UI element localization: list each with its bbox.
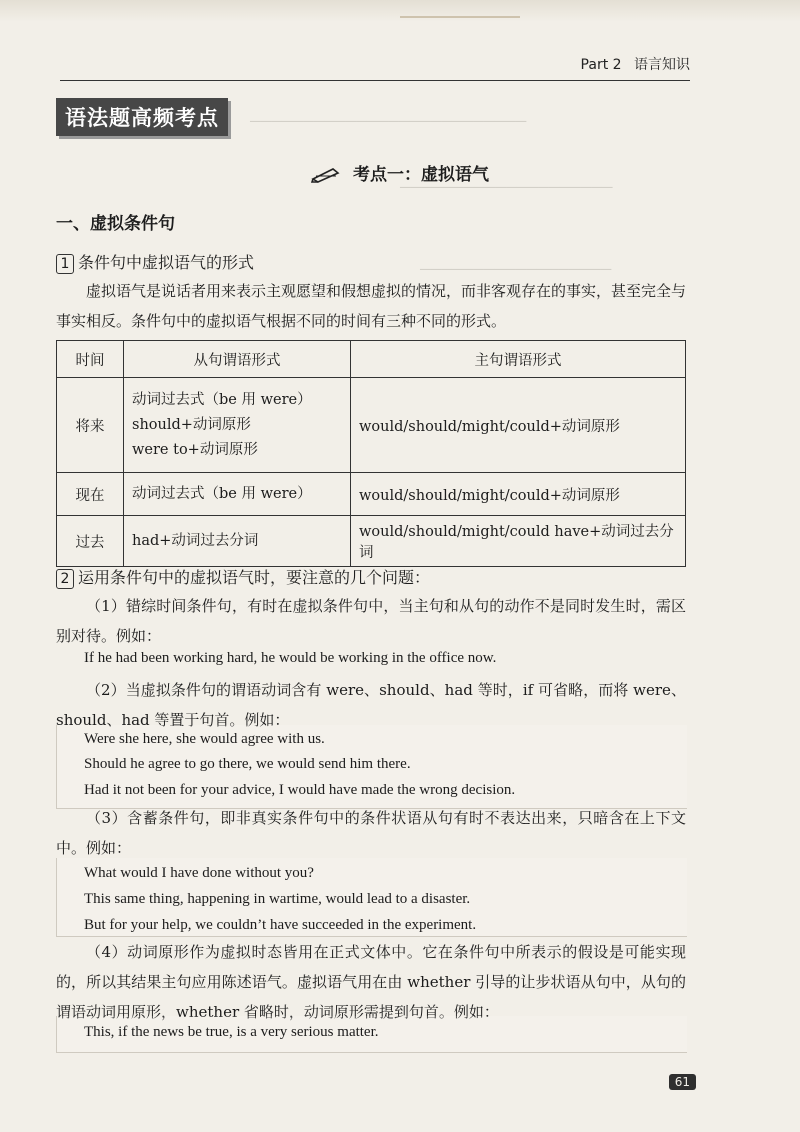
subheading-2 <box>56 565 430 589</box>
condition-form: were to+动词原形 <box>132 441 258 458</box>
example-sentence: What would I have done without you? <box>84 865 314 881</box>
bleed-through: ────────────────── <box>420 262 612 278</box>
table-header: 时间 <box>57 341 124 378</box>
condition-form: had+动词过去分词 <box>132 532 259 549</box>
main-clause-cell: would/should/might/could+动词原形 <box>351 473 686 516</box>
bleed-through: ────────────────────────── <box>250 114 527 130</box>
condition-form: should+动词原形 <box>132 416 251 433</box>
header-section: 语言知识 <box>634 57 690 73</box>
table-row <box>57 516 686 567</box>
subheading-text: 运用条件句中的虚拟语气时，要注意的几个问题： <box>78 568 431 587</box>
condition-form: 动词过去式（be 用 were） <box>132 485 312 502</box>
bleed-through: ──────────────────── <box>400 180 613 196</box>
top-decorative-rule <box>400 16 520 18</box>
example-sentence: But for your help, we couldn’t have succeeded in the experiment. <box>84 917 477 933</box>
time-cell: 现在 <box>57 473 124 516</box>
condition-form: 动词过去式（be 用 were） <box>132 391 312 408</box>
point-2: （2）当虚拟条件句的谓语动词含有 were、should、had 等时，if 可省略，而将 were、should、had 等置于句首。例如： <box>56 681 686 729</box>
subheading-1 <box>56 250 254 274</box>
heading-level1: 一、虚拟条件句 <box>56 214 175 234</box>
example-sentence: This, if the news be true, is a very serious matter. <box>84 1024 379 1040</box>
point-3: （3）含蓄条件句，即非真实条件句中的条件状语从句有时不表达出来，只暗含在上下文中。例如： <box>56 809 686 857</box>
example-sentence: This same thing, happening in wartime, would lead to a disaster. <box>84 891 471 907</box>
number-box: 2 <box>56 569 74 589</box>
example-sentence: Were she here, she would agree with us. <box>84 731 325 747</box>
running-header <box>60 52 690 81</box>
time-cell: 将来 <box>57 378 124 473</box>
condition-cell <box>124 516 351 567</box>
point-4: （4）动词原形作为虚拟时态皆用在正式文体中。它在条件句中所表示的假设是可能实现的，所以其结果主句应用陈述语气。虚拟语气用在由 whether 引导的让步状语从句中，从句的谓语动词用原形，whether 省略时，动词原形需提到句首。例如： <box>56 943 686 1021</box>
point-1: （1）错综时间条件句，有时在虚拟条件句中，当主句和从句的动作不是同时发生时，需区别对待。例如： <box>56 597 686 645</box>
example-sentence: Should he agree to go there, we would send him there. <box>84 756 411 772</box>
example-sentence: Had it not been for your advice, I would have made the wrong decision. <box>84 782 516 798</box>
page-top-edge <box>0 0 800 22</box>
main-clause-cell: would/should/might/could have+动词过去分词 <box>351 516 686 567</box>
intro-paragraph: 虚拟语气是说话者用来表示主观愿望和假想虚拟的情况，而非客观存在的事实，甚至完全与事实相反。条件句中的虚拟语气根据不同的时间有三种不同的形式。 <box>56 282 687 330</box>
condition-cell <box>124 378 351 473</box>
topic-title <box>0 160 800 188</box>
table-header: 从句谓语形式 <box>124 341 351 378</box>
header-text <box>581 54 690 74</box>
subheading-text: 条件句中虚拟语气的形式 <box>78 253 255 272</box>
condition-cell <box>124 473 351 516</box>
subjunctive-table <box>56 340 686 567</box>
table-header-row <box>57 341 686 378</box>
time-cell: 过去 <box>57 516 124 567</box>
table-row <box>57 473 686 516</box>
section-banner: 语法题高频考点 <box>56 98 228 136</box>
table-row <box>57 378 686 473</box>
pencil-icon <box>311 165 341 188</box>
number-box: 1 <box>56 254 74 274</box>
page-number: 61 <box>669 1074 696 1090</box>
topic-text: 考点一：虚拟语气 <box>352 165 489 185</box>
main-clause-cell: would/should/might/could+动词原形 <box>351 378 686 473</box>
table-header: 主句谓语形式 <box>351 341 686 378</box>
example-sentence: If he had been working hard, he would be working in the office now. <box>84 650 497 666</box>
header-part: Part 2 <box>580 57 622 73</box>
